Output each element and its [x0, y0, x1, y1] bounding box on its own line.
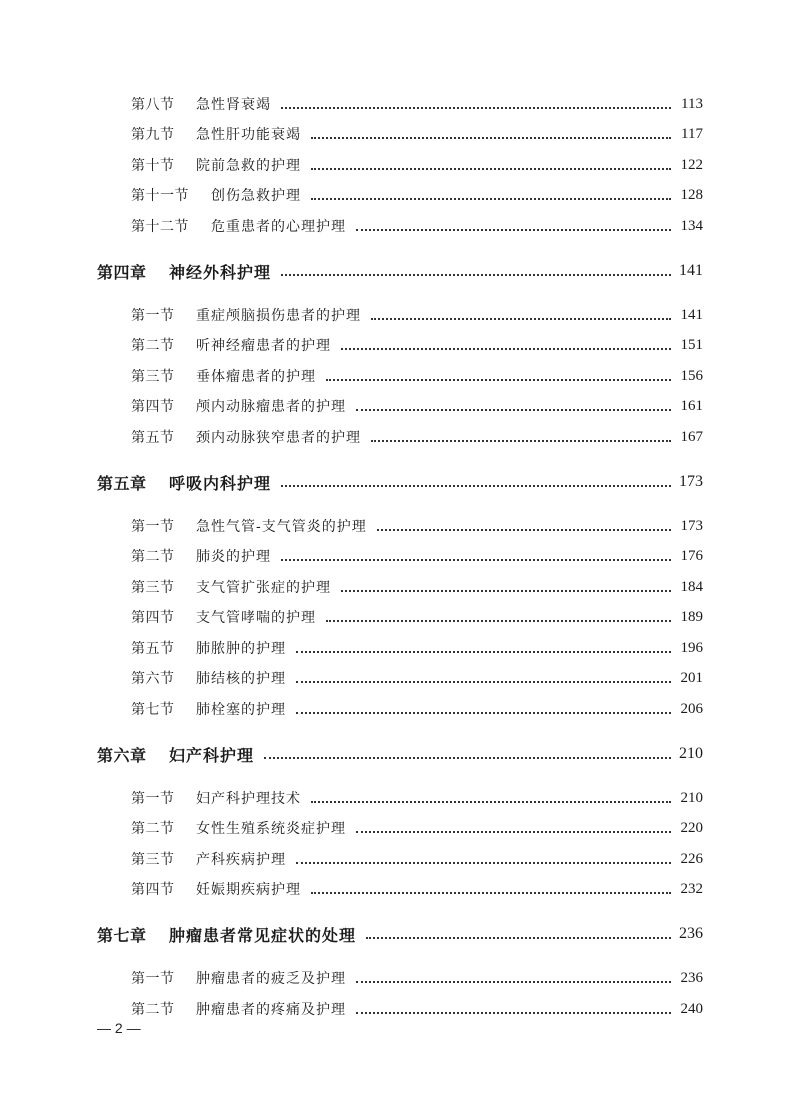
section-title: 支气管扩张症的护理	[196, 580, 331, 596]
section-page: 210	[680, 789, 703, 806]
toc-section-row[interactable]	[0, 426, 800, 448]
toc-section-row[interactable]	[0, 334, 800, 356]
section-number: 第一节	[131, 791, 175, 807]
section-title: 院前急救的护理	[196, 158, 301, 174]
section-number: 第四节	[131, 882, 175, 898]
section-page: 122	[680, 156, 703, 173]
toc-section-row[interactable]	[0, 606, 800, 628]
toc-section-row[interactable]	[0, 667, 800, 689]
chapter-page: 141	[679, 262, 703, 279]
section-title: 支气管哮喘的护理	[196, 610, 316, 626]
toc-section-row[interactable]	[0, 93, 800, 115]
dot-leader	[311, 800, 671, 803]
dot-leader	[371, 317, 671, 320]
section-number: 第二节	[131, 549, 175, 565]
section-number: 第五节	[131, 641, 175, 657]
dot-leader	[326, 378, 671, 381]
chapter-number: 第五章	[97, 473, 147, 493]
toc-chapter-row[interactable]	[0, 260, 800, 282]
section-page: 128	[680, 186, 703, 203]
section-number: 第八节	[131, 97, 175, 113]
dot-leader	[281, 273, 671, 276]
section-title: 肺栓塞的护理	[196, 702, 286, 718]
toc-chapter-row[interactable]	[0, 471, 800, 493]
section-page: 173	[680, 517, 703, 534]
dot-leader	[371, 439, 671, 442]
section-page: 220	[680, 819, 703, 836]
section-page: 196	[680, 639, 703, 656]
dot-leader	[311, 197, 671, 200]
dot-leader	[366, 936, 671, 939]
section-page: 156	[680, 367, 703, 384]
dot-leader	[326, 619, 671, 622]
chapter-title: 呼吸内科护理	[169, 473, 272, 493]
section-number: 第七节	[131, 702, 175, 718]
section-number: 第四节	[131, 610, 175, 626]
section-page: 184	[680, 578, 703, 595]
chapter-number: 第六章	[97, 745, 147, 765]
section-number: 第二节	[131, 821, 175, 837]
toc-section-row[interactable]	[0, 817, 800, 839]
section-title: 重症颅脑损伤患者的护理	[196, 308, 361, 324]
toc-section-row[interactable]	[0, 215, 800, 237]
section-number: 第三节	[131, 852, 175, 868]
section-title: 肿瘤患者的疲乏及护理	[196, 971, 346, 987]
section-page: 236	[680, 969, 703, 986]
dot-leader	[356, 228, 671, 231]
section-page: 240	[680, 1000, 703, 1017]
section-page: 117	[681, 125, 703, 142]
toc-section-row[interactable]	[0, 123, 800, 145]
chapter-title: 肿瘤患者常见症状的处理	[169, 925, 357, 945]
dot-leader	[296, 861, 671, 864]
section-page: 167	[680, 428, 703, 445]
section-title: 妇产科护理技术	[196, 791, 301, 807]
section-page: 141	[680, 306, 703, 323]
section-page: 201	[680, 669, 703, 686]
chapter-number: 第七章	[97, 925, 147, 945]
toc-section-row[interactable]	[0, 998, 800, 1020]
section-title: 产科疾病护理	[196, 852, 286, 868]
dot-leader	[281, 484, 671, 487]
toc-section-row[interactable]	[0, 304, 800, 326]
toc-section-row[interactable]	[0, 184, 800, 206]
dot-leader	[356, 830, 671, 833]
toc-section-row[interactable]	[0, 154, 800, 176]
section-number: 第三节	[131, 580, 175, 596]
dot-leader	[356, 1011, 671, 1014]
dot-leader	[356, 408, 671, 411]
toc-section-row[interactable]	[0, 365, 800, 387]
toc-section-row[interactable]	[0, 848, 800, 870]
section-title: 女性生殖系统炎症护理	[196, 821, 346, 837]
toc-section-row[interactable]	[0, 878, 800, 900]
chapter-title: 妇产科护理	[169, 745, 255, 765]
toc-section-row[interactable]	[0, 395, 800, 417]
chapter-page: 210	[679, 745, 703, 762]
section-page: 161	[680, 397, 703, 414]
dot-leader	[311, 136, 671, 139]
section-number: 第九节	[131, 127, 175, 143]
section-title: 妊娠期疾病护理	[196, 882, 301, 898]
section-title: 急性气管-支气管炎的护理	[196, 519, 367, 535]
dot-leader	[341, 589, 671, 592]
dot-leader	[356, 980, 671, 983]
section-number: 第一节	[131, 971, 175, 987]
section-number: 第十节	[131, 158, 175, 174]
dot-leader	[311, 167, 671, 170]
toc-section-row[interactable]	[0, 787, 800, 809]
section-number: 第十二节	[131, 219, 189, 235]
section-title: 肿瘤患者的疼痛及护理	[196, 1002, 346, 1018]
section-title: 急性肝功能衰竭	[196, 127, 301, 143]
section-page: 189	[680, 608, 703, 625]
section-title: 垂体瘤患者的护理	[196, 369, 316, 385]
dot-leader	[341, 347, 671, 350]
section-number: 第三节	[131, 369, 175, 385]
chapter-page: 173	[679, 473, 703, 490]
section-number: 第二节	[131, 338, 175, 354]
dot-leader	[296, 711, 671, 714]
chapter-page: 236	[679, 925, 703, 942]
section-number: 第五节	[131, 430, 175, 446]
section-page: 206	[680, 700, 703, 717]
toc-section-row[interactable]	[0, 637, 800, 659]
dot-leader	[281, 558, 671, 561]
dot-leader	[281, 106, 671, 109]
section-title: 颈内动脉狭窄患者的护理	[196, 430, 361, 446]
chapter-title: 神经外科护理	[169, 262, 272, 282]
toc-section-row[interactable]	[0, 967, 800, 989]
section-page: 113	[681, 95, 703, 112]
section-title: 听神经瘤患者的护理	[196, 338, 331, 354]
section-title: 肺结核的护理	[196, 671, 286, 687]
toc-section-row[interactable]	[0, 545, 800, 567]
section-number: 第六节	[131, 671, 175, 687]
toc-section-row[interactable]	[0, 515, 800, 537]
section-page: 226	[680, 850, 703, 867]
section-number: 第二节	[131, 1002, 175, 1018]
chapter-number: 第四章	[97, 262, 147, 282]
section-page: 151	[680, 336, 703, 353]
section-page: 134	[680, 217, 703, 234]
toc-section-row[interactable]	[0, 698, 800, 720]
dot-leader	[296, 680, 671, 683]
dot-leader	[296, 650, 671, 653]
section-number: 第一节	[131, 308, 175, 324]
section-title: 颅内动脉瘤患者的护理	[196, 399, 346, 415]
section-title: 危重患者的心理护理	[211, 219, 346, 235]
dot-leader	[377, 528, 671, 531]
toc-section-row[interactable]	[0, 576, 800, 598]
section-page: 176	[680, 547, 703, 564]
dot-leader	[311, 891, 671, 894]
section-title: 创伤急救护理	[211, 188, 301, 204]
dot-leader	[264, 756, 671, 759]
section-title: 肺脓肿的护理	[196, 641, 286, 657]
section-page: 232	[680, 880, 703, 897]
section-number: 第十一节	[131, 188, 189, 204]
toc-chapter-row[interactable]	[0, 923, 800, 945]
section-number: 第四节	[131, 399, 175, 415]
section-title: 肺炎的护理	[196, 549, 271, 565]
toc-chapter-row[interactable]	[0, 743, 800, 765]
page-number-footer: — 2 —	[97, 1020, 141, 1036]
section-title: 急性肾衰竭	[196, 97, 271, 113]
section-number: 第一节	[131, 519, 175, 535]
